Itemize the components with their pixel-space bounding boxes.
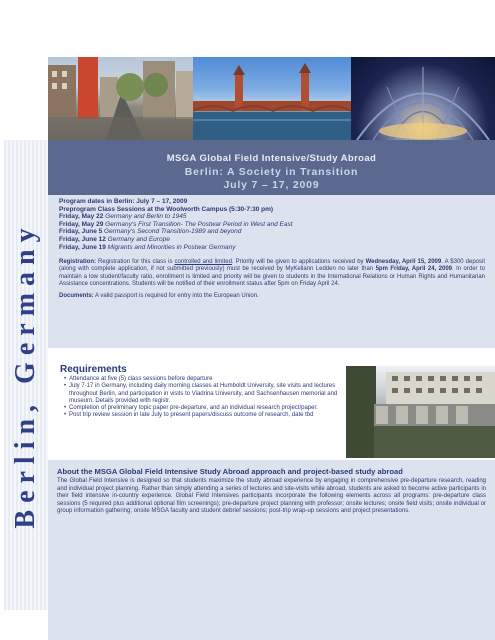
program-dates: July 7 – 17, 2009: [223, 179, 320, 191]
title-banner: [48, 140, 495, 195]
side-title: Berlin, Germany: [10, 221, 41, 529]
program-title: MSGA Global Field Intensive/Study Abroad: [166, 153, 377, 164]
registration-paragraph: Registration: Registration for this class is controlled and limited. Priority will be given to applications received by Wednesday, April 15, 2009. A $300 deposit (along with complete application, if not submitted previously) must be received by MyKellann Ledden no later than 5pm Friday, April 24, 2009. In order to maintain a low student/faculty ratio, enrollment is limited and priority will be given to students in the International Relations or Human Rights and Humanitarian Assistance concentrations. Students will be notified of their enrollment status after 5pm on Friday April 24.: [59, 259, 486, 288]
program-dates-line: Program dates in Berlin: July 7 – 17, 2009: [59, 198, 188, 205]
list-item: • Attendance at five (5) class sessions before departure: [60, 376, 358, 383]
list-item: • July 7-17 in Germany, including daily morning classes at Humboldt University, site visits and lectures throughout Berlin, and participation in visits to Viadrina University, and Sachsenhausen memorial and museum. Details provided with registr.: [60, 383, 358, 405]
street-photo: [48, 57, 193, 140]
requirements-list: [60, 376, 358, 420]
program-subtitle: Berlin: A Society in Transition: [184, 166, 359, 178]
about-heading: About the MSGA Global Field Intensive Study Abroad approach and project-based study abroad: [57, 467, 403, 476]
list-item: • Post trip review session in late July to present papers/discuss outcome of research, date tbd: [60, 412, 358, 419]
documents-paragraph: Documents: A valid passport is required for entry into the European Union.: [59, 293, 259, 300]
session-item: Friday, May 22 Germany and Berlin to 1945: [59, 213, 187, 221]
requirements-heading: Requirements: [60, 364, 127, 375]
memorial-photo: [346, 366, 495, 458]
about-paragraph: The Global Field Intensive is designed so that students maximize the study abroad experience by engaging in comprehensive pre-departure research, reading and individual project planning. Rather than simply attending a series of lectures and site-visits while abroad, students are asked to become active participants in their field intensive in-country experience. Global Field Intensives participants incorporate the following elements across all programs: pre-departure class sessions (5 required plus additional optional film screenings); pre-departure project planning with professor; onsite lectures; onsite field visits; onsite individual or group information gathering; onsite MSGA faculty and student debrief sessions; post-trip wrap-up sessions and project presentations.: [57, 478, 486, 515]
bridge-photo: [193, 57, 351, 140]
session-item: Friday, June 5 Germany's Second Transition-1989 and beyond: [59, 228, 242, 236]
program-info-box: [48, 195, 495, 348]
preprogram-heading: Preprogram Class Sessions at the Woolworth Campus (5:30-7:30 pm): [59, 205, 274, 213]
session-item: Friday, June 19 Migrants and Minorities in Postwar Germany: [59, 243, 236, 251]
photo-strip: [48, 57, 495, 140]
about-section: [48, 460, 495, 640]
list-item: • Completion of preliminary topic paper pre-departure, and an individual research project/paper.: [60, 405, 358, 412]
session-item: Friday, June 12 Germany and Europe: [59, 235, 170, 243]
session-item: Friday, May 29 Germany's First Transition- The Postwar Period in West and East: [59, 220, 293, 228]
dome-photo: [351, 57, 495, 140]
